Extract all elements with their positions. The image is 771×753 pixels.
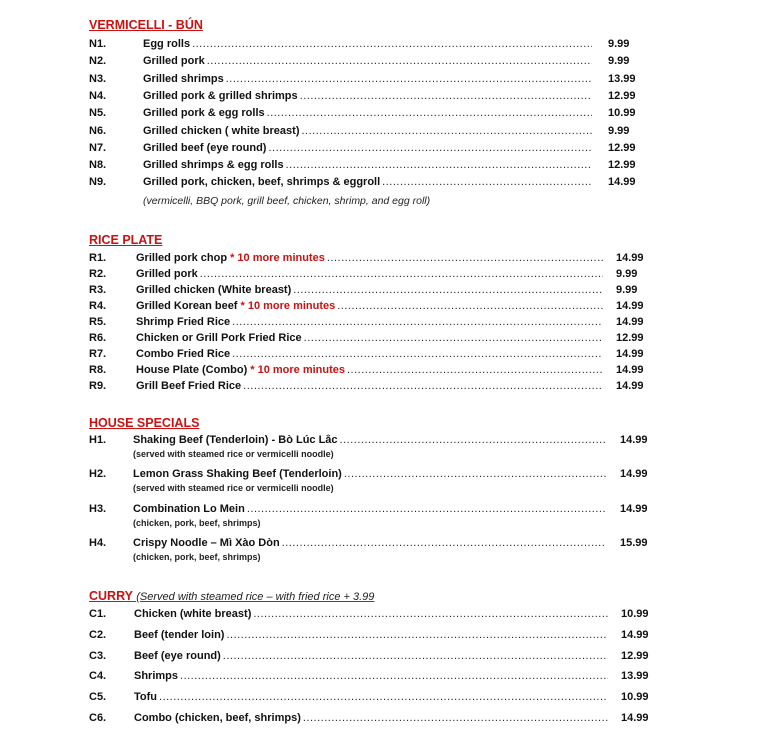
leader-dots (337, 300, 603, 312)
item-name: Grilled pork & egg rolls (143, 107, 265, 120)
leader-dots (192, 38, 592, 50)
item-price: 9.99 (608, 38, 630, 50)
curry-title-text: CURRY (89, 589, 133, 603)
leader-dots (347, 364, 603, 376)
item-code: R7. (89, 348, 107, 360)
section-title-rice-plate: RICE PLATE (89, 233, 163, 247)
item-description: (served with steamed rice or vermicelli noodle) (133, 449, 334, 459)
item-line (133, 503, 606, 519)
leader-dots (340, 434, 606, 446)
item-code: R8. (89, 364, 107, 376)
item-price: 14.99 (616, 300, 644, 312)
item-description: (chicken, pork, beef, shrimps) (133, 551, 261, 562)
item-code: R5. (89, 316, 107, 328)
item-line (143, 38, 592, 54)
leader-dots (344, 468, 606, 480)
item-price: 10.99 (621, 691, 649, 704)
item-wait-note: * 10 more minutes (230, 252, 325, 264)
leader-dots (159, 691, 608, 703)
item-price: 15.99 (620, 536, 648, 549)
item-code: R3. (89, 284, 107, 296)
leader-dots (304, 332, 603, 344)
item-name: Tofu (134, 691, 158, 704)
item-price: 10.99 (621, 608, 649, 620)
leader-dots (253, 608, 608, 620)
item-name: Beef (eye round) (134, 649, 221, 662)
leader-dots (327, 252, 603, 264)
item-price: 13.99 (621, 670, 649, 683)
item-code: N9. (89, 176, 107, 189)
item-price: 14.99 (616, 364, 644, 376)
item-price: 12.99 (608, 89, 636, 102)
item-line (133, 434, 606, 450)
leader-dots (232, 348, 603, 360)
item-price: 14.99 (608, 176, 636, 189)
item-wait-note: * 10 more minutes (240, 300, 336, 312)
item-line (143, 159, 592, 175)
item-name: Grilled pork & grilled shrimps (143, 89, 298, 102)
item-code: N3. (89, 72, 107, 85)
item-price: 9.99 (616, 284, 638, 296)
item-line (143, 125, 592, 141)
item-price: 14.99 (616, 252, 644, 264)
leader-dots (232, 316, 603, 328)
item-name: Shrimp Fried Rice (136, 316, 231, 328)
item-line (134, 670, 608, 686)
item-price: 14.99 (621, 628, 649, 641)
leader-dots (200, 268, 603, 280)
item-code: H1. (89, 434, 107, 446)
item-name: Grilled pork chop (136, 252, 228, 264)
item-line (134, 691, 608, 707)
item-line (134, 608, 608, 624)
item-line (143, 55, 592, 71)
item-line (143, 107, 592, 123)
item-name: Grilled Korean beef (136, 300, 238, 312)
item-price: 14.99 (621, 712, 649, 724)
item-line (134, 629, 608, 645)
item-name: Egg rolls (143, 38, 191, 50)
item-price: 14.99 (620, 434, 648, 446)
item-code: R1. (89, 252, 107, 264)
item-name: Chicken or Grill Pork Fried Rice (136, 332, 302, 344)
item-name: Grilled shrimps (143, 72, 224, 85)
item-code: R2. (89, 268, 107, 280)
leader-dots (207, 55, 592, 67)
item-line (136, 380, 603, 396)
item-line (136, 332, 603, 348)
item-name: Grilled chicken (White breast) (136, 284, 292, 296)
item-line (133, 537, 606, 553)
leader-dots (243, 380, 603, 392)
item-name: Grilled shrimps & egg rolls (143, 159, 284, 172)
item-line (143, 73, 592, 89)
item-description: (served with steamed rice or vermicelli noodle) (133, 483, 334, 494)
item-name: Lemon Grass Shaking Beef (Tenderloin) (133, 468, 342, 481)
item-price: 12.99 (621, 649, 649, 662)
item-name: Combo Fried Rice (136, 348, 231, 360)
item-code: H2. (89, 468, 107, 481)
item-price: 12.99 (608, 159, 636, 172)
item-price: 14.99 (620, 468, 648, 481)
item-price: 9.99 (608, 124, 630, 137)
item-price: 14.99 (616, 348, 644, 360)
leader-dots (302, 125, 593, 137)
leader-dots (282, 537, 606, 549)
item-code: N7. (89, 141, 107, 154)
leader-dots (293, 284, 603, 296)
section-title-vermicelli: VERMICELLI - BÚN (89, 18, 203, 32)
leader-dots (180, 670, 608, 682)
item-name: Grilled pork (136, 268, 198, 280)
leader-dots (226, 629, 608, 641)
item-line (133, 468, 606, 484)
item-code: N8. (89, 159, 107, 172)
curry-note: (Served with steamed rice – with fried rice + 3.99 (136, 591, 375, 603)
section-title-curry (89, 589, 374, 603)
item-price: 13.99 (608, 72, 636, 85)
item-name: Shaking Beef (Tenderloin) - Bò Lúc Lắc (133, 434, 338, 446)
item-code: C5. (89, 691, 107, 704)
item-line (136, 252, 603, 268)
leader-dots (303, 712, 608, 724)
item-code: R4. (89, 300, 107, 312)
leader-dots (382, 176, 592, 188)
section-title-house-specials: HOUSE SPECIALS (89, 416, 200, 430)
leader-dots (226, 73, 592, 85)
item-code: N6. (89, 124, 107, 137)
leader-dots (223, 650, 608, 662)
item-code: H3. (89, 502, 107, 515)
item-code: C1. (89, 608, 107, 620)
item-code: H4. (89, 536, 107, 549)
item-price: 14.99 (620, 502, 648, 515)
item-price: 14.99 (616, 316, 644, 328)
leader-dots (247, 503, 606, 515)
item-wait-note: * 10 more minutes (250, 364, 345, 376)
item-name: Grill Beef Fried Rice (136, 380, 242, 392)
item-name: Beef (tender loin) (134, 628, 225, 641)
leader-dots (268, 142, 592, 154)
leader-dots (286, 159, 592, 171)
item-name: Combination Lo Mein (133, 502, 245, 515)
item-name: Crispy Noodle – Mì Xào Dòn (133, 536, 280, 549)
item-line (136, 348, 603, 364)
item-price: 10.99 (608, 107, 636, 120)
item-line (136, 284, 603, 300)
leader-dots (300, 90, 592, 102)
item-price: 9.99 (616, 268, 638, 280)
item-line (136, 316, 603, 332)
item-code: C2. (89, 628, 107, 641)
item-code: R6. (89, 332, 107, 344)
item-line (143, 90, 592, 106)
item-line (143, 176, 592, 192)
item-description: (chicken, pork, beef, shrimps) (133, 517, 261, 528)
item-code: N2. (89, 55, 107, 68)
item-name: Shrimps (134, 670, 179, 683)
item-line (136, 268, 603, 284)
item-line (136, 300, 603, 316)
item-price: 12.99 (616, 332, 644, 344)
item-line (134, 650, 608, 666)
item-line (143, 142, 592, 158)
item-name: Grilled chicken ( white breast) (143, 124, 300, 137)
item-code: R9. (89, 380, 107, 392)
item-name: Grilled pork, chicken, beef, shrimps & eggroll (143, 176, 381, 189)
item-price: 14.99 (616, 380, 644, 392)
item-code: C4. (89, 670, 107, 683)
item-code: N4. (89, 89, 107, 102)
item-name: Grilled pork (143, 55, 205, 68)
item-name: Grilled beef (eye round) (143, 141, 267, 154)
item-price: 9.99 (608, 55, 630, 68)
item-line (134, 712, 608, 728)
item-code: N1. (89, 38, 107, 50)
item-line (136, 364, 603, 380)
item-name: Chicken (white breast) (134, 608, 252, 620)
item-code: N5. (89, 107, 107, 120)
vermicelli-note: (vermicelli, BBQ pork, grill beef, chicken, shrimp, and egg roll) (143, 195, 431, 207)
item-name: Combo (chicken, beef, shrimps) (134, 712, 301, 724)
item-price: 12.99 (608, 141, 636, 154)
item-code: C6. (89, 712, 107, 724)
item-code: C3. (89, 649, 107, 662)
leader-dots (267, 107, 592, 119)
item-name: House Plate (Combo) (136, 364, 248, 376)
